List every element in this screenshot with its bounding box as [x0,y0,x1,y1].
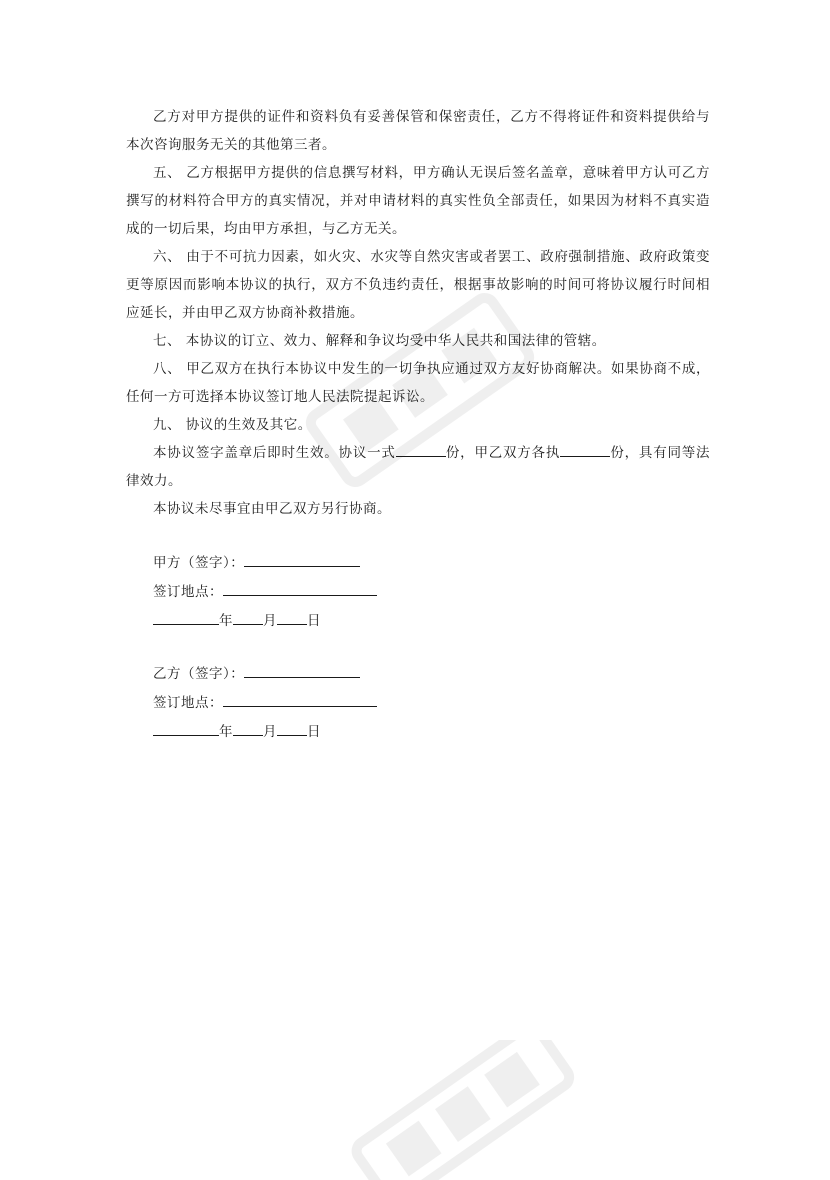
party-a-year-label: 年 [219,613,233,629]
party-a-place-row [153,578,377,607]
effect-text-1: 本协议签字盖章后即时生效。协议一式 [153,445,396,461]
party-a-place-blank [223,580,377,596]
party-b-year-label: 年 [219,724,233,740]
party-b-day-blank [277,720,307,736]
party-a-place-label: 签订地点： [153,584,223,600]
party-a-month-blank [233,609,263,625]
copies-each-blank [560,440,610,457]
party-a-day-blank [277,609,307,625]
party-a-month-label: 月 [263,613,277,629]
clause-9: 九、 协议的生效及其它。 [153,417,312,433]
party-b-sign-blank [244,662,360,678]
party-a-year-blank [153,609,219,625]
clause-closing: 本协议未尽事宜由甲乙双方另行协商。 [153,501,391,517]
clause-5: 五、 乙方根据甲方提供的信息撰写材料，甲方确认无误后签名盖章，意味着甲方认可乙方撰写的材料符合甲方的真实情况，并对申请材料的真实性负全部责任，如果因为材料不真实造成的一切后果，均由甲方承担，与乙方无关。 [126,165,710,237]
party-b-day-label: 日 [307,724,321,740]
clause-6: 六、 由于不可抗力因素，如火灾、水灾等自然灾害或者罢工、政府强制措施、政府政策变更等原因而影响本协议的执行，双方不负违约责任，根据事故影响的时间可将协议履行时间相应延长，并由甲乙双方协商补救措施。 [126,249,710,321]
party-b-place-label: 签订地点： [153,695,223,711]
party-b-place-row [153,689,377,718]
party-b-place-blank [223,691,377,707]
party-a-date-row [153,607,377,636]
party-b-signature-block [153,660,377,747]
party-a-sign-row [153,549,377,578]
party-b-month-label: 月 [263,724,277,740]
party-a-signature-block [153,549,377,636]
watermark-logo-bottom [330,1040,590,1180]
effect-text-2: 份，甲乙双方各执 [445,445,561,461]
party-b-sign-row [153,660,377,689]
clause-effect [126,439,710,495]
party-b-year-blank [153,720,219,736]
agreement-body [126,103,710,523]
party-b-month-blank [233,720,263,736]
party-b-date-row [153,718,377,747]
clause-confidentiality: 乙方对甲方提供的证件和资料负有妥善保管和保密责任，乙方不得将证件和资料提供给与本次咨询服务无关的其他第三者。 [126,109,710,153]
party-a-sign-blank [244,551,360,567]
clause-7: 七、 本协议的订立、效力、解释和争议均受中华人民共和国法律的管辖。 [153,333,606,349]
party-a-sign-label: 甲方（签字）： [153,555,245,571]
party-b-sign-label: 乙方（签字）： [153,666,245,682]
effect-text-3: 份，具有同等法律效力。 [126,445,711,489]
clause-8: 八、 甲乙双方在执行本协议中发生的一切争执应通过双方友好协商解决。如果协商不成，任何一方可选择本协议签订地人民法院提起诉讼。 [126,361,710,405]
party-a-day-label: 日 [307,613,321,629]
copies-total-blank [396,440,446,457]
